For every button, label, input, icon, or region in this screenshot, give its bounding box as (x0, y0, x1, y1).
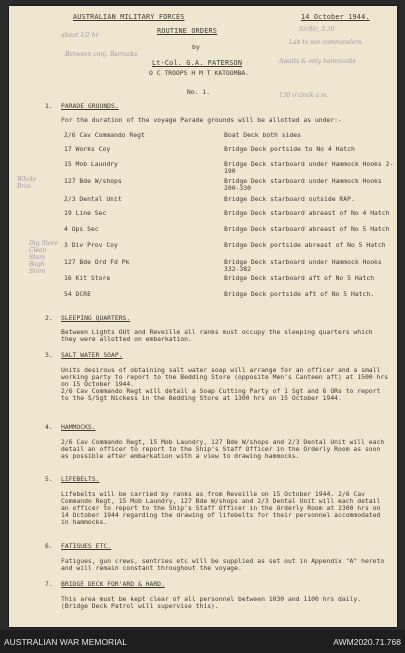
pencil-note-6: 130 o'clock a.m. (279, 92, 329, 99)
parade-unit: 2/6 Cav Commando Regt (64, 131, 145, 139)
section-1-title: PARADE GROUNDS. (61, 102, 119, 110)
footer-accession-number: AWM2020.71.768 (333, 637, 401, 647)
parade-unit: 16 Kit Store (64, 274, 111, 282)
by-label: by (192, 43, 200, 51)
pencil-note-2: Sir/Hr, 3.30 (299, 26, 335, 33)
parade-location: Bridge Deck portside aft of No 5 Hatch. (224, 290, 375, 298)
section-7-title: BRIDGE DECK FOR'ARD & HARD. (61, 580, 165, 588)
section-1-number: 1. (45, 102, 53, 110)
section-5-number: 5. (45, 475, 53, 483)
parade-unit: 3 Div Prov Coy (64, 241, 118, 249)
parade-unit: 4 Ops Sec (64, 225, 99, 233)
parade-unit: 19 Line Sec (64, 209, 107, 217)
section-5-title: LIFEBELTS. (61, 475, 100, 483)
parade-location: Bridge Deck starboard abreast of No 4 Hatch (224, 209, 390, 217)
parade-unit: 15 Mob Laundry (64, 160, 118, 168)
section-3-body-b: 2/6 Cav Commando Regt will detail a Soap Cutting Party of 1 Sgt and 6 ORs to report to the S/Sgt Nickess in the Bedding Store at 1300 hrs on 15 October 1944. (61, 387, 381, 402)
section-2-title: SLEEPING QUARTERS. (61, 314, 131, 322)
parade-location: Bridge Deck starboard under Hammock Hooks 200-330 (224, 177, 382, 192)
section-4-number: 4. (45, 423, 53, 431)
force-heading: AUSTRALIAN MILITARY FORCES (73, 13, 185, 21)
footer-institution: AUSTRALIAN WAR MEMORIAL (4, 637, 127, 647)
parade-location: Bridge Deck starboard under Hammock Hooks 2-190 (224, 160, 394, 175)
pencil-note-5: Awaits & only hammocks (279, 58, 356, 65)
section-3-title: SALT WATER SOAP. (61, 351, 123, 359)
section-2-number: 2. (45, 314, 53, 322)
section-5-body: Lifebelts will be carried by ranks as from Reveille on 15 October 1944. 2/6 Cav Commando Regt, 15 Mob Laundry, 127 Bde W/shops and 2/3 Dental Unit will each detail an officer to report to the Ship's Staff Officer in the Orderly Room at 2300 hrs on 14 October 1944 regarding the drawing of lifebelts for their personnel accommodated in hammocks. (61, 490, 381, 526)
parade-location: Boat Deck both sides (224, 131, 301, 139)
parade-location: Bridge Deck portside to No 4 Hatch (224, 145, 355, 153)
command-title: O C TROOPS H M T KATOOMBA. (149, 69, 250, 77)
pencil-side-note-2: Dig Store Clean Store Bagh Store (29, 240, 59, 275)
officer-name: Lt-Col. G.A. PATERSON (152, 59, 243, 67)
parade-unit: 2/3 Dental Unit (64, 195, 122, 203)
section-4-title: HAMMOCKS. (61, 423, 96, 431)
section-6-title: FATIGUES ETC. (61, 542, 112, 550)
parade-unit: 17 Works Coy (64, 145, 111, 153)
footer-bar (0, 630, 405, 653)
section-3-number: 3. (45, 351, 53, 359)
section-6-number: 6. (45, 542, 53, 550)
pencil-note-1: about 1/2 hr (61, 32, 99, 39)
pencil-note-4: Between conj. Barracks (65, 51, 138, 58)
document-title: ROUTINE ORDERS (157, 27, 218, 35)
section-1-intro: For the duration of the voyage Parade grounds will be allotted as under:- (61, 116, 342, 124)
parade-unit: 127 Bde W/shops (64, 177, 122, 185)
pencil-side-note-1: Whole Bros (17, 176, 37, 190)
parade-location: Bridge Deck starboard aft of No 5 Hatch (224, 274, 375, 282)
section-7-body: This area must be kept clear of all personnel between 1030 and 1100 hrs daily. (Bridge Deck Patrol will supervise this). (61, 595, 362, 610)
order-date: 14 October 1944. (301, 13, 370, 21)
parade-location: Bridge Deck starboard abreast of No 5 Hatch (224, 225, 390, 233)
parade-location: Bridge Deck starboard under Hammock Hooks 332-382 (224, 258, 382, 273)
parade-location: Bridge Deck starboard outside RAP. (224, 195, 355, 203)
order-number: No. 1. (187, 88, 211, 96)
parade-location: Bridge Deck portside abreast of No 5 Hatch (224, 241, 386, 249)
section-7-number: 7. (45, 580, 53, 588)
parade-unit: 127 Bde Ord Fd Pk (64, 258, 130, 266)
pencil-note-3: Lab to see commanders (289, 39, 362, 46)
section-2-body: Between Lights OUt and Reveille all ranks must occupy the sleeping quarters which they were allotted on embarkation. (61, 328, 373, 343)
parade-unit: 54 DCRE (64, 290, 91, 298)
section-4-body: 2/6 Cav Commando Regt, 15 Mob Laundry, 127 Bde W/shops and 2/3 Dental Unit will each detail an officer to report to the Ship's Staff Officer in the Orderly Room as soon as possible after embarkation with a view to drawing hammocks. (61, 438, 385, 460)
section-3-body-a: Units desirous of obtaining salt water soap will arrange for an officer and a small working party to report to the Bedding Store (opposite Men's Canteen aft) at 1500 hrs on 15 October 1944. (61, 366, 389, 388)
document-page (9, 6, 397, 627)
section-6-body: Fatigues, gun crews, sentries etc will be supplied as set out in Appendix "A" hereto and will remain constant throughout the voyage. (61, 557, 385, 572)
